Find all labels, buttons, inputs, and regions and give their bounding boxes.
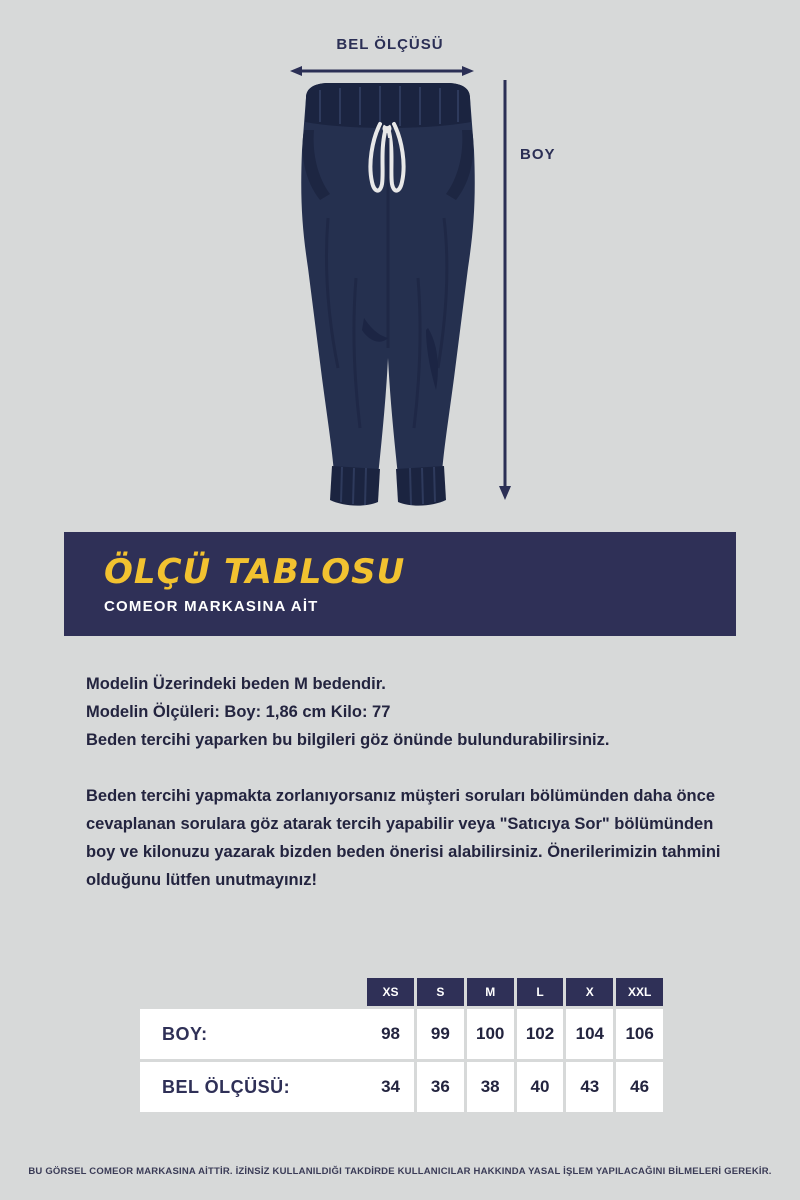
table-header-row — [140, 978, 666, 1006]
cell-bel-s: 36 — [417, 1062, 464, 1112]
cell-boy-l: 102 — [517, 1009, 564, 1059]
table-row — [140, 1062, 666, 1112]
cell-bel-l: 40 — [517, 1062, 564, 1112]
height-measure-label: BOY — [520, 146, 556, 163]
waist-arrow-icon — [290, 66, 474, 76]
cell-boy-xxl: 106 — [616, 1009, 663, 1059]
table-header-s: S — [417, 978, 464, 1006]
banner-title: ÖLÇÜ TABLOSU — [104, 552, 406, 592]
table-header-xs: XS — [367, 978, 414, 1006]
cell-bel-xs: 34 — [367, 1062, 414, 1112]
cell-boy-x: 104 — [566, 1009, 613, 1059]
cell-boy-s: 99 — [417, 1009, 464, 1059]
table-header-xxl: XXL — [616, 978, 663, 1006]
row-label-bel-olcusu: BEL ÖLÇÜSÜ: — [140, 1062, 367, 1112]
table-header-corner — [140, 978, 367, 1006]
size-help-paragraph: Beden tercihi yapmakta zorlanıyorsanız müşteri soruları bölümünden daha önce cevaplanan sorulara göz atarak tercih yapabilir veya "Satıcıya Sor" bölümünden boy ve kilonuzu yazarak bizden beden önerisi alabilirsiniz. Önerilerimizin tahmini olduğunu lütfen unutmayınız! — [86, 787, 721, 889]
table-header-l: L — [517, 978, 564, 1006]
description-block — [86, 670, 746, 894]
table-header-m: M — [467, 978, 514, 1006]
cell-boy-m: 100 — [467, 1009, 514, 1059]
cell-bel-m: 38 — [467, 1062, 514, 1112]
copyright-footer: BU GÖRSEL COMEOR MARKASINA AİTTİR. İZİNSİZ KULLANILDIĞI TAKDİRDE KULLANICILAR HAKKINDA YASAL İŞLEM YAPILACAĞINI BİLMELERİ GEREKİR. — [28, 1166, 772, 1177]
cell-bel-x: 43 — [566, 1062, 613, 1112]
size-advice-line: Beden tercihi yaparken bu bilgileri göz önünde bulundurabilirsiniz. — [86, 731, 610, 749]
illustration-area — [0, 0, 800, 530]
jogger-pants-icon — [268, 78, 508, 508]
table-header-x: X — [566, 978, 613, 1006]
cell-bel-xxl: 46 — [616, 1062, 663, 1112]
table-row — [140, 1009, 666, 1059]
size-table — [140, 978, 666, 1115]
cell-boy-xs: 98 — [367, 1009, 414, 1059]
model-size-line: Modelin Üzerindeki beden M bedendir. — [86, 675, 386, 693]
banner — [64, 532, 736, 636]
banner-subtitle: COMEOR MARKASINA AİT — [104, 598, 319, 615]
model-measurements-line: Modelin Ölçüleri: Boy: 1,86 cm Kilo: 77 — [86, 703, 391, 721]
waist-measure-label: BEL ÖLÇÜSÜ — [336, 36, 444, 53]
row-label-boy: BOY: — [140, 1009, 367, 1059]
